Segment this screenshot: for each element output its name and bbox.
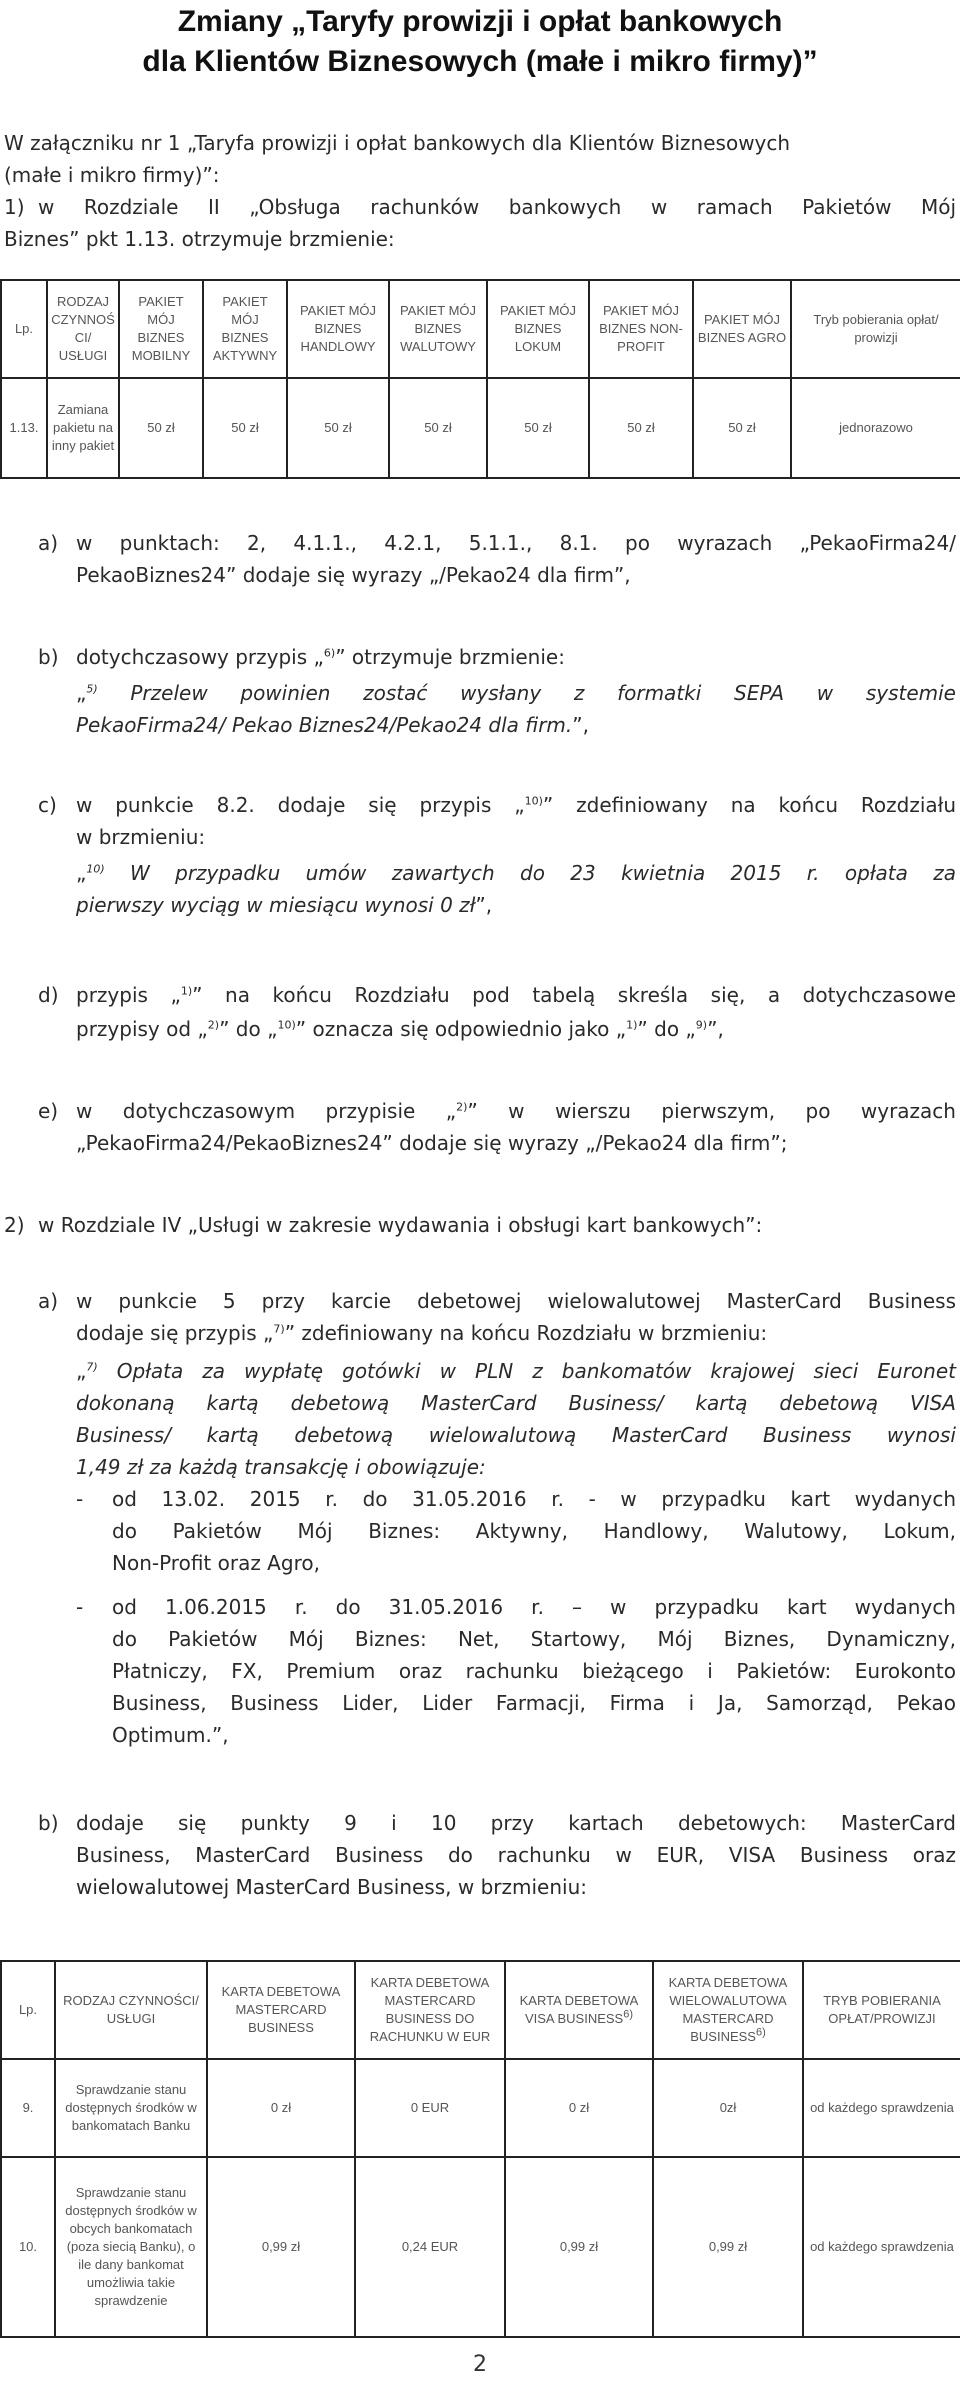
point-2a-quote-line-1: „$^{7)}$ Opłata za wypłatę gotówki w PLN z bankomatów krajowej sieci Euronet xyxy=(76,1359,956,1383)
footnote-ref: 1) xyxy=(180,984,193,998)
point-2a-quote-line-3: Business/ kartą debetową wielowalutową MasterCard Business wynosi xyxy=(76,1423,956,1447)
item-b-line-1: dotychczasowy przypis „$^{6)}$” otrzymuje brzmienie: xyxy=(76,645,565,669)
point-1-line-1: w Rozdziale II „Obsługa rachunków bankowych w ramach Pakietów Mój xyxy=(38,195,956,219)
item-d-line-2: przypisy od „$^{2)}$” do „$^{10)}$” oznacza się odpowiednio jako „$^{1)}$” do „$^{9)}$”, xyxy=(76,1017,724,1041)
intro-line-2: (małe i mikro firmy)”: xyxy=(4,163,220,187)
item-c-quote-line-1: „$^{10)}$ W przypadku umów zawartych do 23 kwietnia 2015 r. opłata za xyxy=(76,861,956,885)
point-2a-quote-line-4: 1,49 zł za każdą transakcję i obowiązuje: xyxy=(76,1455,486,1479)
table-1-header-cell: PAKIET MÓJ BIZNES AGRO xyxy=(693,280,791,378)
point-2a-line-1: w punkcie 5 przy karcie debetowej wielowalutowej MasterCard Business xyxy=(76,1289,956,1313)
table-1-header-cell: PAKIET MÓJ BIZNES LOKUM xyxy=(487,280,589,378)
point-2a-quote-line-2: dokonaną kartą debetową MasterCard Business/ kartą debetową VISA xyxy=(76,1391,956,1415)
item-d-line-1: przypis „$^{1)}$” na końcu Rozdziału pod tabelą skreśla się, a dotychczasowe xyxy=(76,983,956,1007)
dash-bullet: - xyxy=(76,1487,84,1511)
table-2-row xyxy=(1,2059,960,2157)
table-2-header-cell: KARTA DEBETOWA VISA BUSINESS$^{6)}$ xyxy=(505,1961,653,2059)
table-1-header-cell: PAKIET MÓJ BIZNES HANDLOWY xyxy=(287,280,389,378)
footnote-ref: 10) xyxy=(277,1018,296,1032)
item-e-label: e) xyxy=(38,1099,59,1123)
item-a-line-2: PekaoBiznes24” dodaje się wyrazy „/Pekao24 dla firm”, xyxy=(76,563,631,587)
table-1-header-cell: PAKIET MÓJ BIZNES NON-PROFIT xyxy=(589,280,693,378)
table-2-cell: Sprawdzanie stanu dostępnych środków w bankomatach Banku xyxy=(55,2059,207,2157)
item-e-line-1: w dotychczasowym przypisie „$^{2)}$” w wierszu pierwszym, po wyrazach xyxy=(76,1099,956,1123)
table-1-header-cell: PAKIET MÓJ BIZNES MOBILNY xyxy=(119,280,203,378)
table-1-header-cell: PAKIET MÓJ BIZNES AKTYWNY xyxy=(203,280,287,378)
dash-2-line-4: Business, Business Lider, Lider Farmacji, Firma i Ja, Samorząd, Pekao xyxy=(112,1691,956,1715)
point-2a-label: a) xyxy=(38,1289,59,1313)
table-1-header-cell: RODZAJ CZYNNOŚCI/ USŁUGI xyxy=(47,280,119,378)
title-line-2: dla Klientów Biznesowych (małe i mikro firmy)” xyxy=(142,45,818,78)
footnote-ref: 9) xyxy=(695,1018,708,1032)
table-1-cell: jednorazowo xyxy=(791,378,960,478)
footnote-ref: 7) xyxy=(86,1360,98,1374)
item-d-label: d) xyxy=(38,983,59,1007)
item-c-quote-line-2: pierwszy wyciąg w miesiącu wynosi 0 zł”, xyxy=(76,893,493,917)
table-2-cell: 0 EUR xyxy=(355,2059,505,2157)
fee-table-1 xyxy=(0,279,960,479)
table-2-cell: 0 zł xyxy=(505,2059,653,2157)
footnote-ref: 2) xyxy=(456,1100,468,1114)
document-title xyxy=(0,2,960,82)
dash-1-line-2: do Pakietów Mój Biznes: Aktywny, Handlowy, Walutowy, Lokum, xyxy=(112,1519,956,1543)
title-line-1: Zmiany „Taryfy prowizji i opłat bankowych xyxy=(177,5,783,38)
table-2-cell: 0,99 zł xyxy=(505,2157,653,2337)
table-1-header-cell: Tryb pobierania opłat/ prowizji xyxy=(791,280,960,378)
table-2-cell: Sprawdzanie stanu dostępnych środków w obcych bankomatach (poza siecią Banku), o ile dany bankomat umożliwia takie sprawdzenie xyxy=(55,2157,207,2337)
point-2-line-1: w Rozdziale IV „Usługi w zakresie wydawania i obsługi kart bankowych”: xyxy=(38,1213,763,1237)
table-2-header-cell: RODZAJ CZYNNOŚCI/ USŁUGI xyxy=(55,1961,207,2059)
table-2-header-cell: Lp. xyxy=(1,1961,55,2059)
dash-1-line-3: Non-Profit oraz Agro, xyxy=(112,1551,320,1575)
table-1-cell: 50 zł xyxy=(389,378,487,478)
intro-line-1: W załączniku nr 1 „Taryfa prowizji i opłat bankowych dla Klientów Biznesowych xyxy=(4,131,791,155)
item-c-line-2: w brzmieniu: xyxy=(76,825,206,849)
footnote-ref: 6) xyxy=(323,646,336,660)
table-1-cell: 50 zł xyxy=(487,378,589,478)
table-2-cell: 9. xyxy=(1,2059,55,2157)
table-2-row xyxy=(1,2157,960,2337)
table-2-cell: 0,99 zł xyxy=(207,2157,355,2337)
footnote-ref: 1) xyxy=(626,1018,638,1032)
table-1-cell: Zamiana pakietu na inny pakiet xyxy=(47,378,119,478)
table-2-cell: od każdego sprawdzenia xyxy=(803,2059,960,2157)
table-1-cell: 50 zł xyxy=(589,378,693,478)
table-1-cell: 50 zł xyxy=(287,378,389,478)
page-number: 2 xyxy=(473,2352,487,2377)
footnote-ref: 10) xyxy=(86,862,105,876)
item-b-quote-line-1: „$^{5)}$ Przelew powinien zostać wysłany z formatki SEPA w systemie xyxy=(76,681,956,705)
point-2b-label: b) xyxy=(38,1811,59,1835)
dash-1-line-1: od 13.02. 2015 r. do 31.05.2016 r. - w przypadku kart wydanych xyxy=(112,1487,956,1511)
footnote-ref: 7) xyxy=(273,1322,285,1336)
table-2-cell: 0zł xyxy=(653,2059,803,2157)
dash-bullet: - xyxy=(76,1595,84,1619)
table-2-header-cell: TRYB POBIERANIA OPŁAT/PROWIZJI xyxy=(803,1961,960,2059)
point-2b-line-3: wielowalutowej MasterCard Business, w brzmieniu: xyxy=(76,1875,587,1899)
dash-2-line-2: do Pakietów Mój Biznes: Net, Startowy, Mój Biznes, Dynamiczny, xyxy=(112,1627,956,1651)
point-2b-line-2: Business, MasterCard Business do rachunku w EUR, VISA Business oraz xyxy=(76,1843,956,1867)
table-2-header-row xyxy=(1,1961,960,2059)
table-1-cell: 50 zł xyxy=(119,378,203,478)
table-1-header-cell: Lp. xyxy=(1,280,47,378)
item-b-quote-line-2: PekaoFirma24/ Pekao Biznes24/Pekao24 dla firm.”, xyxy=(76,713,589,737)
item-e-line-2: „PekaoFirma24/PekaoBiznes24” dodaje się wyrazy „/Pekao24 dla firm”; xyxy=(76,1131,788,1155)
table-2-cell: 0,24 EUR xyxy=(355,2157,505,2337)
table-1-cell: 50 zł xyxy=(693,378,791,478)
point-2b-line-1: dodaje się punkty 9 i 10 przy kartach debetowych: MasterCard xyxy=(76,1811,956,1835)
dash-2-line-5: Optimum.”, xyxy=(112,1723,229,1747)
table-1-cell: 1.13. xyxy=(1,378,47,478)
table-2-header-cell: KARTA DEBETOWA WIELOWALUTOWA MASTERCARD BUSINESS$^{6)}$ xyxy=(653,1961,803,2059)
fee-table-2 xyxy=(0,1960,960,2338)
table-1-header-cell: PAKIET MÓJ BIZNES WALUTOWY xyxy=(389,280,487,378)
table-2-header-cell: KARTA DEBETOWA MASTERCARD BUSINESS xyxy=(207,1961,355,2059)
table-2-header-cell: KARTA DEBETOWA MASTERCARD BUSINESS DO RACHUNKU W EUR xyxy=(355,1961,505,2059)
item-a-line-1: w punktach: 2, 4.1.1., 4.2.1, 5.1.1., 8.1. po wyrazach „PekaoFirma24/ xyxy=(76,531,956,555)
item-b-label: b) xyxy=(38,645,59,669)
table-2-cell: 0,99 zł xyxy=(653,2157,803,2337)
table-2-cell: od każdego sprawdzenia xyxy=(803,2157,960,2337)
dash-2-line-3: Płatniczy, FX, Premium oraz rachunku bieżącego i Pakietów: Eurokonto xyxy=(112,1659,956,1683)
table-2-cell: 10. xyxy=(1,2157,55,2337)
footnote-ref: 2) xyxy=(207,1018,220,1032)
dash-2-line-1: od 1.06.2015 r. do 31.05.2016 r. – w przypadku kart wydanych xyxy=(112,1595,956,1619)
item-a-label: a) xyxy=(38,531,59,555)
table-1-row xyxy=(1,378,960,478)
point-1-line-2: Biznes” pkt 1.13. otrzymuje brzmienie: xyxy=(4,227,395,251)
item-c-line-1: w punkcie 8.2. dodaje się przypis „$^{10)}$” zdefiniowany na końcu Rozdziału xyxy=(76,793,956,817)
point-2a-line-2: dodaje się przypis „$^{7)}$” zdefiniowany na końcu Rozdziału w brzmieniu: xyxy=(76,1321,768,1345)
point-1-number: 1) xyxy=(4,195,25,219)
footnote-ref: 10) xyxy=(524,794,543,808)
item-c-label: c) xyxy=(38,793,57,817)
point-2-number: 2) xyxy=(4,1213,25,1237)
footnote-ref: 5) xyxy=(86,682,98,696)
table-1-header-row xyxy=(1,280,960,378)
table-2-cell: 0 zł xyxy=(207,2059,355,2157)
table-1-cell: 50 zł xyxy=(203,378,287,478)
